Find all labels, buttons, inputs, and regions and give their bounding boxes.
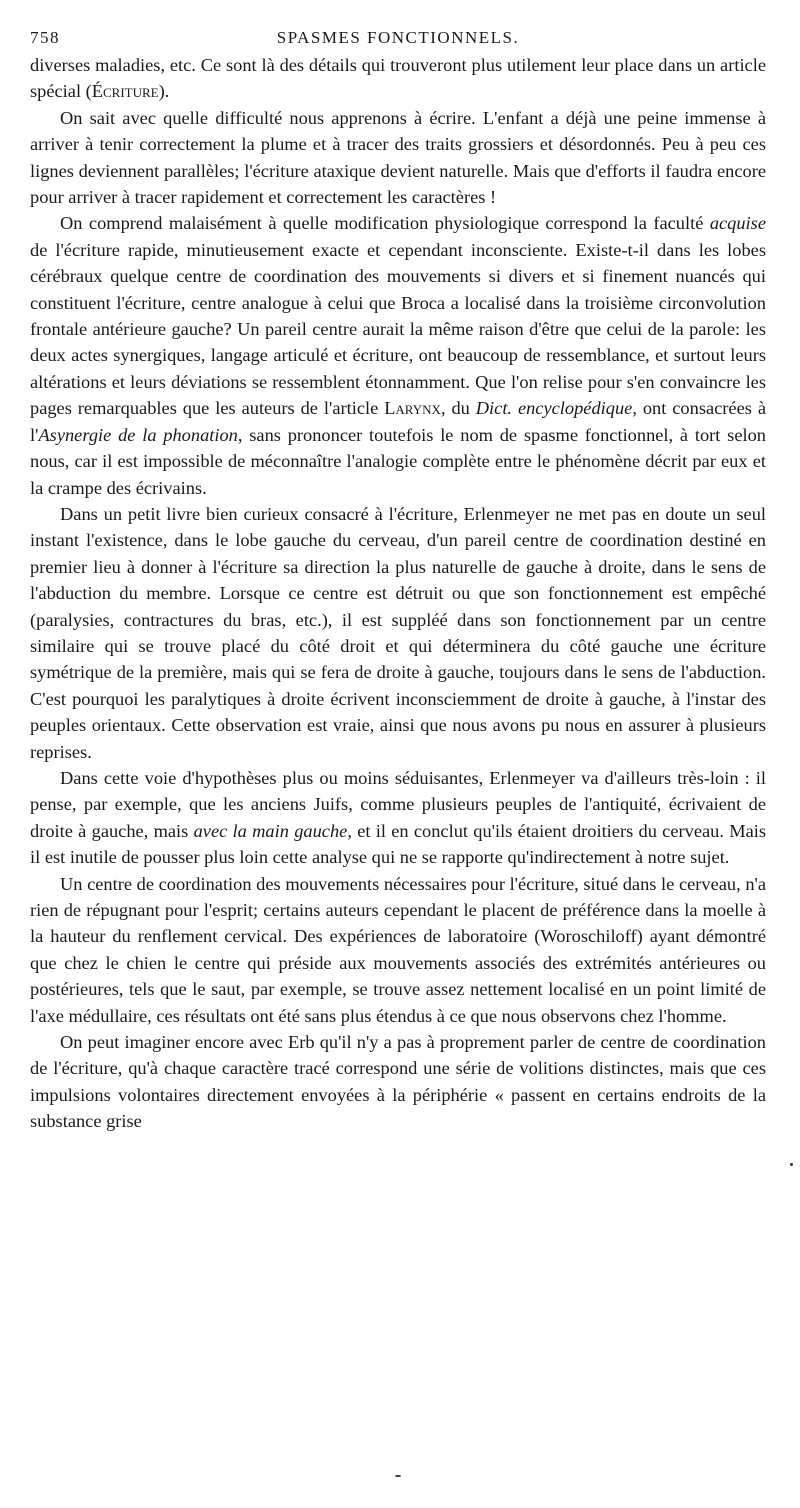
text-run: , et il en conclut qu'ils étaient droitiers du cerveau. Mais il est inutile de pousser plus loin cette analyse qui ne se rapporte qu'indirectement à notre sujet. <box>30 820 767 868</box>
text-run: Un centre de coordination des mouvements nécessaires pour l'écriture, situé dans le cerveau, n'a rien de répugnant pour l'esprit; certains auteurs cependant le placent de préférence dans la moelle à la hauteur du renflement cervical. Des expériences de laboratoire (Woroschiloff) ayant démontré que chez le chien le centre qui préside aux mouvements associés des extrémités antérieures ou postérieures, tels que le saut, par exemple, se trouve assez nettement localisé en un point limité de l'axe médullaire, ces résultats ont été sans plus étendus à ce que nous observons chez l'homme. <box>30 873 766 1026</box>
paragraph <box>30 765 766 871</box>
text-run: ). <box>158 81 170 102</box>
small-caps-run: Écriture <box>91 81 159 102</box>
running-title: SPASMES FONCTIONNELS. <box>276 28 520 47</box>
page-speck <box>395 1475 401 1477</box>
running-header <box>30 22 766 52</box>
italic-run: acquise <box>709 213 766 234</box>
italic-run: avec la main gauche <box>193 820 348 841</box>
text-run: de l'écriture rapide, minutieusement exacte et cependant inconsciente. Existe-t-il dans les lobes cérébraux quelque centre de coordination des mouvements si divers et si finement nuancés qui constituent l'écriture, centre analogue à celui que Broca a localisé dans la troisième circonvolution frontale antérieure gauche? Un pareil centre aurait la même raison d'être que celui de la parole: les deux actes synergiques, langage articulé et écriture, ont beaucoup de ressemblance, et surtout leurs altérations et leurs déviations se ressemblent étonnamment. Que l'on relise pour s'en convaincre les pages remarquables que les auteurs de l'article <box>30 239 766 419</box>
text-run: , du <box>440 398 476 419</box>
paragraph <box>30 210 766 500</box>
text-run: , sans prononcer toutefois le nom de spasme fonctionnel, à tort selon nous, car il est impossible de méconnaître l'analogie complète entre le phénomène décrit par eux et la crampe des écrivains. <box>30 424 766 498</box>
page-speck <box>790 1163 793 1166</box>
italic-run: Asynergie de la phonation <box>38 424 238 445</box>
text-run: On sait avec quelle difficulté nous apprenons à écrire. L'enfant a déjà une peine immense à arriver à tenir correctement la plume et à tracer des traits grossiers et désordonnés. Peu à peu ces lignes deviennent parallèles; l'écriture ataxique devient naturelle. Mais que d'efforts il faudra encore pour arriver à tracer rapidement et correctement les caractères ! <box>30 107 766 208</box>
text-run: On peut imaginer encore avec Erb qu'il n'y a pas à proprement parler de centre de coordination de l'écriture, qu'à chaque caractère tracé correspond une série de volitions distinctes, mais que ces impulsions volontaires directement envoyées à la périphérie « passent en certains endroits de la substance grise <box>30 1032 766 1132</box>
page-number: 758 <box>30 28 60 47</box>
italic-run: Dict. encyclopédique <box>475 398 633 419</box>
text-run: , ont consacrées à l' <box>30 398 766 445</box>
text-run: On comprend malaisément à quelle modification physiologique correspond la faculté <box>60 213 710 234</box>
small-caps-run: Larynx <box>384 398 441 419</box>
paragraph <box>30 105 766 211</box>
paragraph <box>30 501 766 765</box>
text-run: Dans cette voie d'hypothèses plus ou moins séduisantes, Erlenmeyer va d'ailleurs très-loin : il pense, par exemple, que les anciens Juifs, comme plusieurs peuples de l'antiquité, écrivaient de droite à gauche, mais <box>30 767 766 841</box>
book-page <box>30 22 766 1135</box>
paragraph <box>30 871 766 1029</box>
body-text <box>30 52 766 1135</box>
paragraph <box>30 1029 766 1135</box>
text-run: diverses maladies, etc. Ce sont là des détails qui trouveront plus utilement leur place dans un article spécial ( <box>30 55 766 102</box>
text-run: Dans un petit livre bien curieux consacré à l'écriture, Erlenmeyer ne met pas en doute un seul instant l'existence, dans le lobe gauche du cerveau, d'un pareil centre de coordination destiné en premier lieu à donner à l'écriture sa direction la plus naturelle de gauche à droite, dans le sens de l'abduction du membre. Lorsque ce centre est détruit ou que son fonctionnement est empêché (paralysies, contractures du bras, etc.), il est suppléé dans son fonctionnement par un centre similaire qui se trouve placé du côté droit et qui déterminera du côté gauche une écriture symétrique de la première, mais qui se fera de droite à gauche, toujours dans le sens de l'abduction. C'est pourquoi les paralytiques à droite écrivent inconsciemment de droite à gauche, à l'instar des peuples orientaux. Cette observation est vraie, ainsi que nous avons pu nous en assurer à plusieurs reprises. <box>30 503 766 762</box>
paragraph <box>30 52 766 105</box>
